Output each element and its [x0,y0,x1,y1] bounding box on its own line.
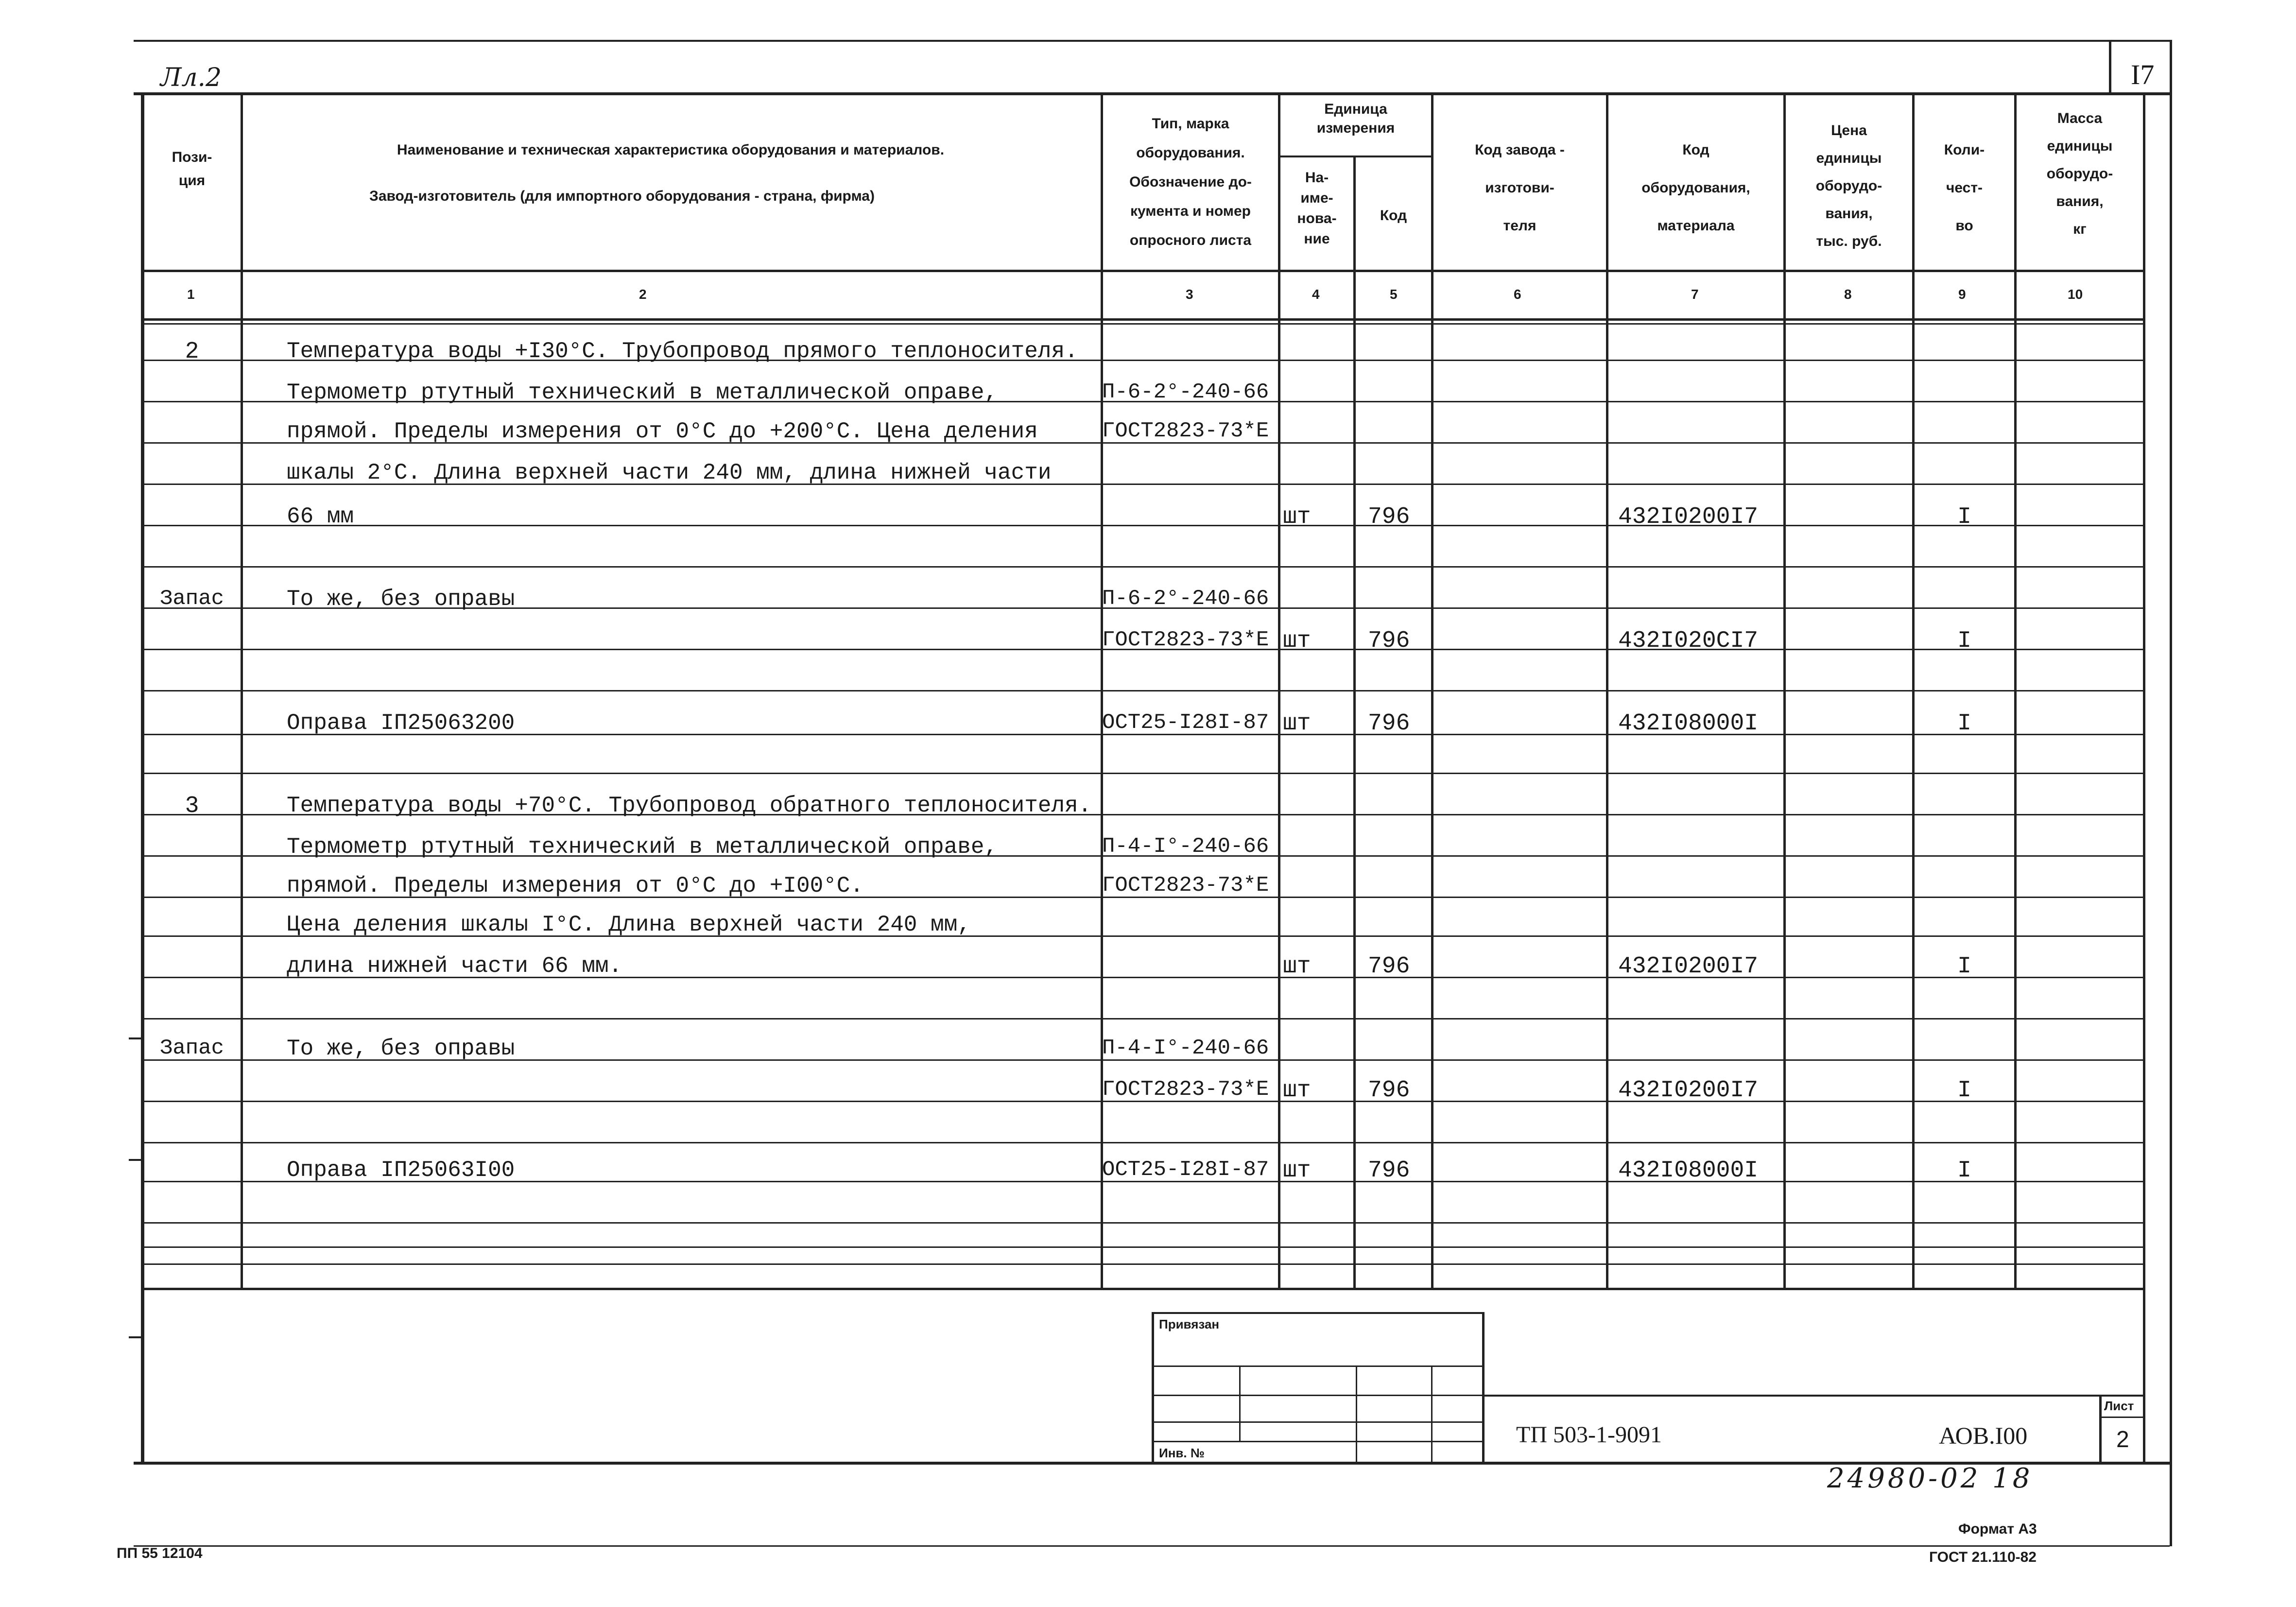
colnum-6: 6 [1514,287,1521,302]
col-line-4 [1353,156,1356,1288]
attached-label: Привязан [1159,1317,1220,1331]
doc-code: ТП 503-1-9091 [1516,1422,1662,1448]
cell-type: ГОСТ2823-73*Е [1102,1077,1269,1102]
attached-grid [1152,1395,1482,1396]
cell-equip-code: 432I08000I [1618,710,1759,737]
row-line [141,566,2143,568]
attached-box-right [1482,1312,1485,1463]
cell-unit-name: шт [1283,628,1311,654]
row-line [141,1263,2143,1265]
col-line-10 [2143,92,2145,1288]
header-plant-code: Код завода - изготови- теля [1475,142,1565,234]
cell-unit-code: 796 [1368,504,1410,530]
attached-grid-v [1431,1365,1433,1463]
header-name-line1: Наименование и техническая характеристика оборудования и материалов. [397,142,945,158]
header-unit-name: На- име- нова- ние [1297,170,1337,247]
cell-qty: I [1957,628,1971,654]
sheet-no-box-left [2109,40,2111,93]
table-top-border [134,92,2170,95]
colnum-bottom-line [141,318,2143,321]
cell-type: ГОСТ2823-73*Е [1102,873,1269,898]
attached-grid [1152,1421,1482,1423]
cell-name: Цена деления шкалы I°C. Длина верхней части 240 мм, [287,912,971,937]
cell-qty: I [1957,710,1971,737]
cell-equip-code: 432I0200I7 [1618,1077,1759,1104]
cell-unit-code: 796 [1368,1158,1410,1184]
cell-position: Запас [159,587,224,611]
inv-no-label: Инв. № [1159,1446,1205,1460]
colnum-9: 9 [1958,287,1966,302]
cell-unit-name: шт [1283,1077,1311,1104]
colnum-5: 5 [1390,287,1398,302]
cell-type: ОСТ25-I28I-87 [1102,1158,1269,1182]
header-equip-code: Код оборудования, материала [1641,142,1750,234]
attached-grid [1152,1441,1482,1442]
cell-unit-name: шт [1283,710,1311,737]
header-price: Цена единицы оборудо- вания, тыс. руб. [1815,122,1882,249]
cell-name: Термометр ртутный технический в металлической оправе, [287,380,998,405]
cell-position: 3 [185,793,199,819]
cell-unit-code: 796 [1368,953,1410,980]
cell-name: То же, без оправы [287,1036,515,1061]
header-unit: Единица измерения [1316,101,1395,136]
margin-tick [129,1159,143,1161]
header-mass: Масса единицы оборудо- вания, кг [2046,110,2113,237]
right-frame [2170,40,2172,1546]
cell-type: П-4-I°-240-66 [1102,1036,1269,1060]
unit-subheader-line [1278,156,1431,157]
gost-label: ГОСТ 21.110-82 [1929,1549,2037,1565]
cell-name: 66 мм [287,504,354,529]
cell-unit-name: шт [1283,1158,1311,1184]
cell-name: Оправа IП25063I00 [287,1158,515,1183]
attached-grid-v [1356,1365,1357,1463]
sheet-cell-divider [2099,1417,2143,1418]
cell-qty: I [1957,1158,1971,1184]
sheet-value: 2 [2116,1427,2129,1452]
colnum-8: 8 [1844,287,1852,302]
cell-unit-code: 796 [1368,628,1410,654]
cell-unit-code: 796 [1368,1077,1410,1104]
cell-position: 2 [185,339,199,365]
attached-grid [1152,1365,1482,1367]
header-unit-code: Код [1380,207,1407,224]
attached-grid-v [1239,1365,1241,1441]
row-line [141,773,2143,774]
cell-equip-code: 432I0200I7 [1618,504,1759,530]
section-code: АОВ.I00 [1939,1422,2028,1449]
margin-tick [129,1037,143,1039]
header-position: Пози- ция [172,149,212,189]
header-name-line2: Завод-изготовитель (для импортного оборудования - страна, фирма) [369,188,875,204]
cell-unit-name: шт [1283,953,1311,980]
cell-type: ГОСТ2823-73*Е [1102,628,1269,652]
cell-unit-code: 796 [1368,710,1410,737]
row-line [141,323,2143,325]
cell-name: Термометр ртутный технический в металлической оправе, [287,834,998,860]
cell-name: прямой. Пределы измерения от 0°C до +200°C. Цена деления [287,419,1038,444]
row-line [141,1222,2143,1224]
cell-equip-code: 432I08000I [1618,1158,1759,1184]
sheet-label: Лист [2104,1399,2134,1413]
cell-type: П-6-2°-240-66 [1102,380,1269,404]
cell-equip-code: 432I0200I7 [1618,953,1759,980]
colnum-10: 10 [2068,287,2083,302]
colnum-4: 4 [1312,287,1320,302]
cell-name: То же, без оправы [287,587,515,612]
colnum-1: 1 [187,287,195,302]
cell-type: П-4-I°-240-66 [1102,834,1269,859]
row-line [141,1142,2143,1143]
cell-name: Температура воды +I30°C. Трубопровод прямого теплоносителя. [287,339,1078,364]
bottom-outer-line [134,1545,2170,1547]
cell-type: ОСТ25-I28I-87 [1102,710,1269,735]
cell-type: ГОСТ2823-73*Е [1102,419,1269,443]
cell-qty: I [1957,504,1971,530]
colnum-2: 2 [639,287,647,302]
cell-equip-code: 432I020CI7 [1618,628,1759,654]
margin-tick [129,1336,143,1338]
colnum-7: 7 [1691,287,1699,302]
row-line [141,1018,2143,1019]
attached-box-left [1152,1312,1154,1463]
cell-qty: I [1957,1077,1971,1104]
sheet-number: I7 [2131,59,2155,90]
row-line [141,690,2143,691]
title-block-line [1482,1395,2143,1397]
print-code: ПП 55 12104 [117,1545,203,1561]
cell-name: шкалы 2°C. Длина верхней части 240 мм, длина нижней части [287,460,1052,485]
cell-qty: I [1957,953,1971,980]
cell-position: Запас [159,1036,224,1060]
sheet-cell-left [2099,1395,2102,1463]
cell-name: Оправа IП25063200 [287,710,515,736]
cell-name: длина нижней части 66 мм. [287,953,622,979]
cell-name: прямой. Пределы измерения от 0°C до +I00°C. [287,873,863,899]
stamp-right-edge [2143,1288,2145,1463]
header-qty: Коли- чест- во [1944,142,1985,234]
format-label: Формат А3 [1958,1521,2037,1537]
cell-type: П-6-2°-240-66 [1102,587,1269,611]
row-line [141,1246,2143,1248]
colnum-3: 3 [1186,287,1193,302]
sheet-tag: Лл.2 [160,63,222,92]
cell-name: Температура воды +70°C. Трубопровод обратного теплоносителя. [287,793,1092,818]
header-bottom-line [141,270,2143,272]
table-bottom-line [141,1288,2143,1290]
top-frame-line [134,40,2170,42]
left-frame [141,92,144,1463]
handwritten-number: 24980-02 18 [1827,1463,2033,1494]
cell-unit-name: шт [1283,504,1311,530]
attached-box-top [1152,1312,1482,1314]
header-type: Тип, марка оборудования. Обозначение до- кумента и номер опросного листа [1129,116,1252,248]
